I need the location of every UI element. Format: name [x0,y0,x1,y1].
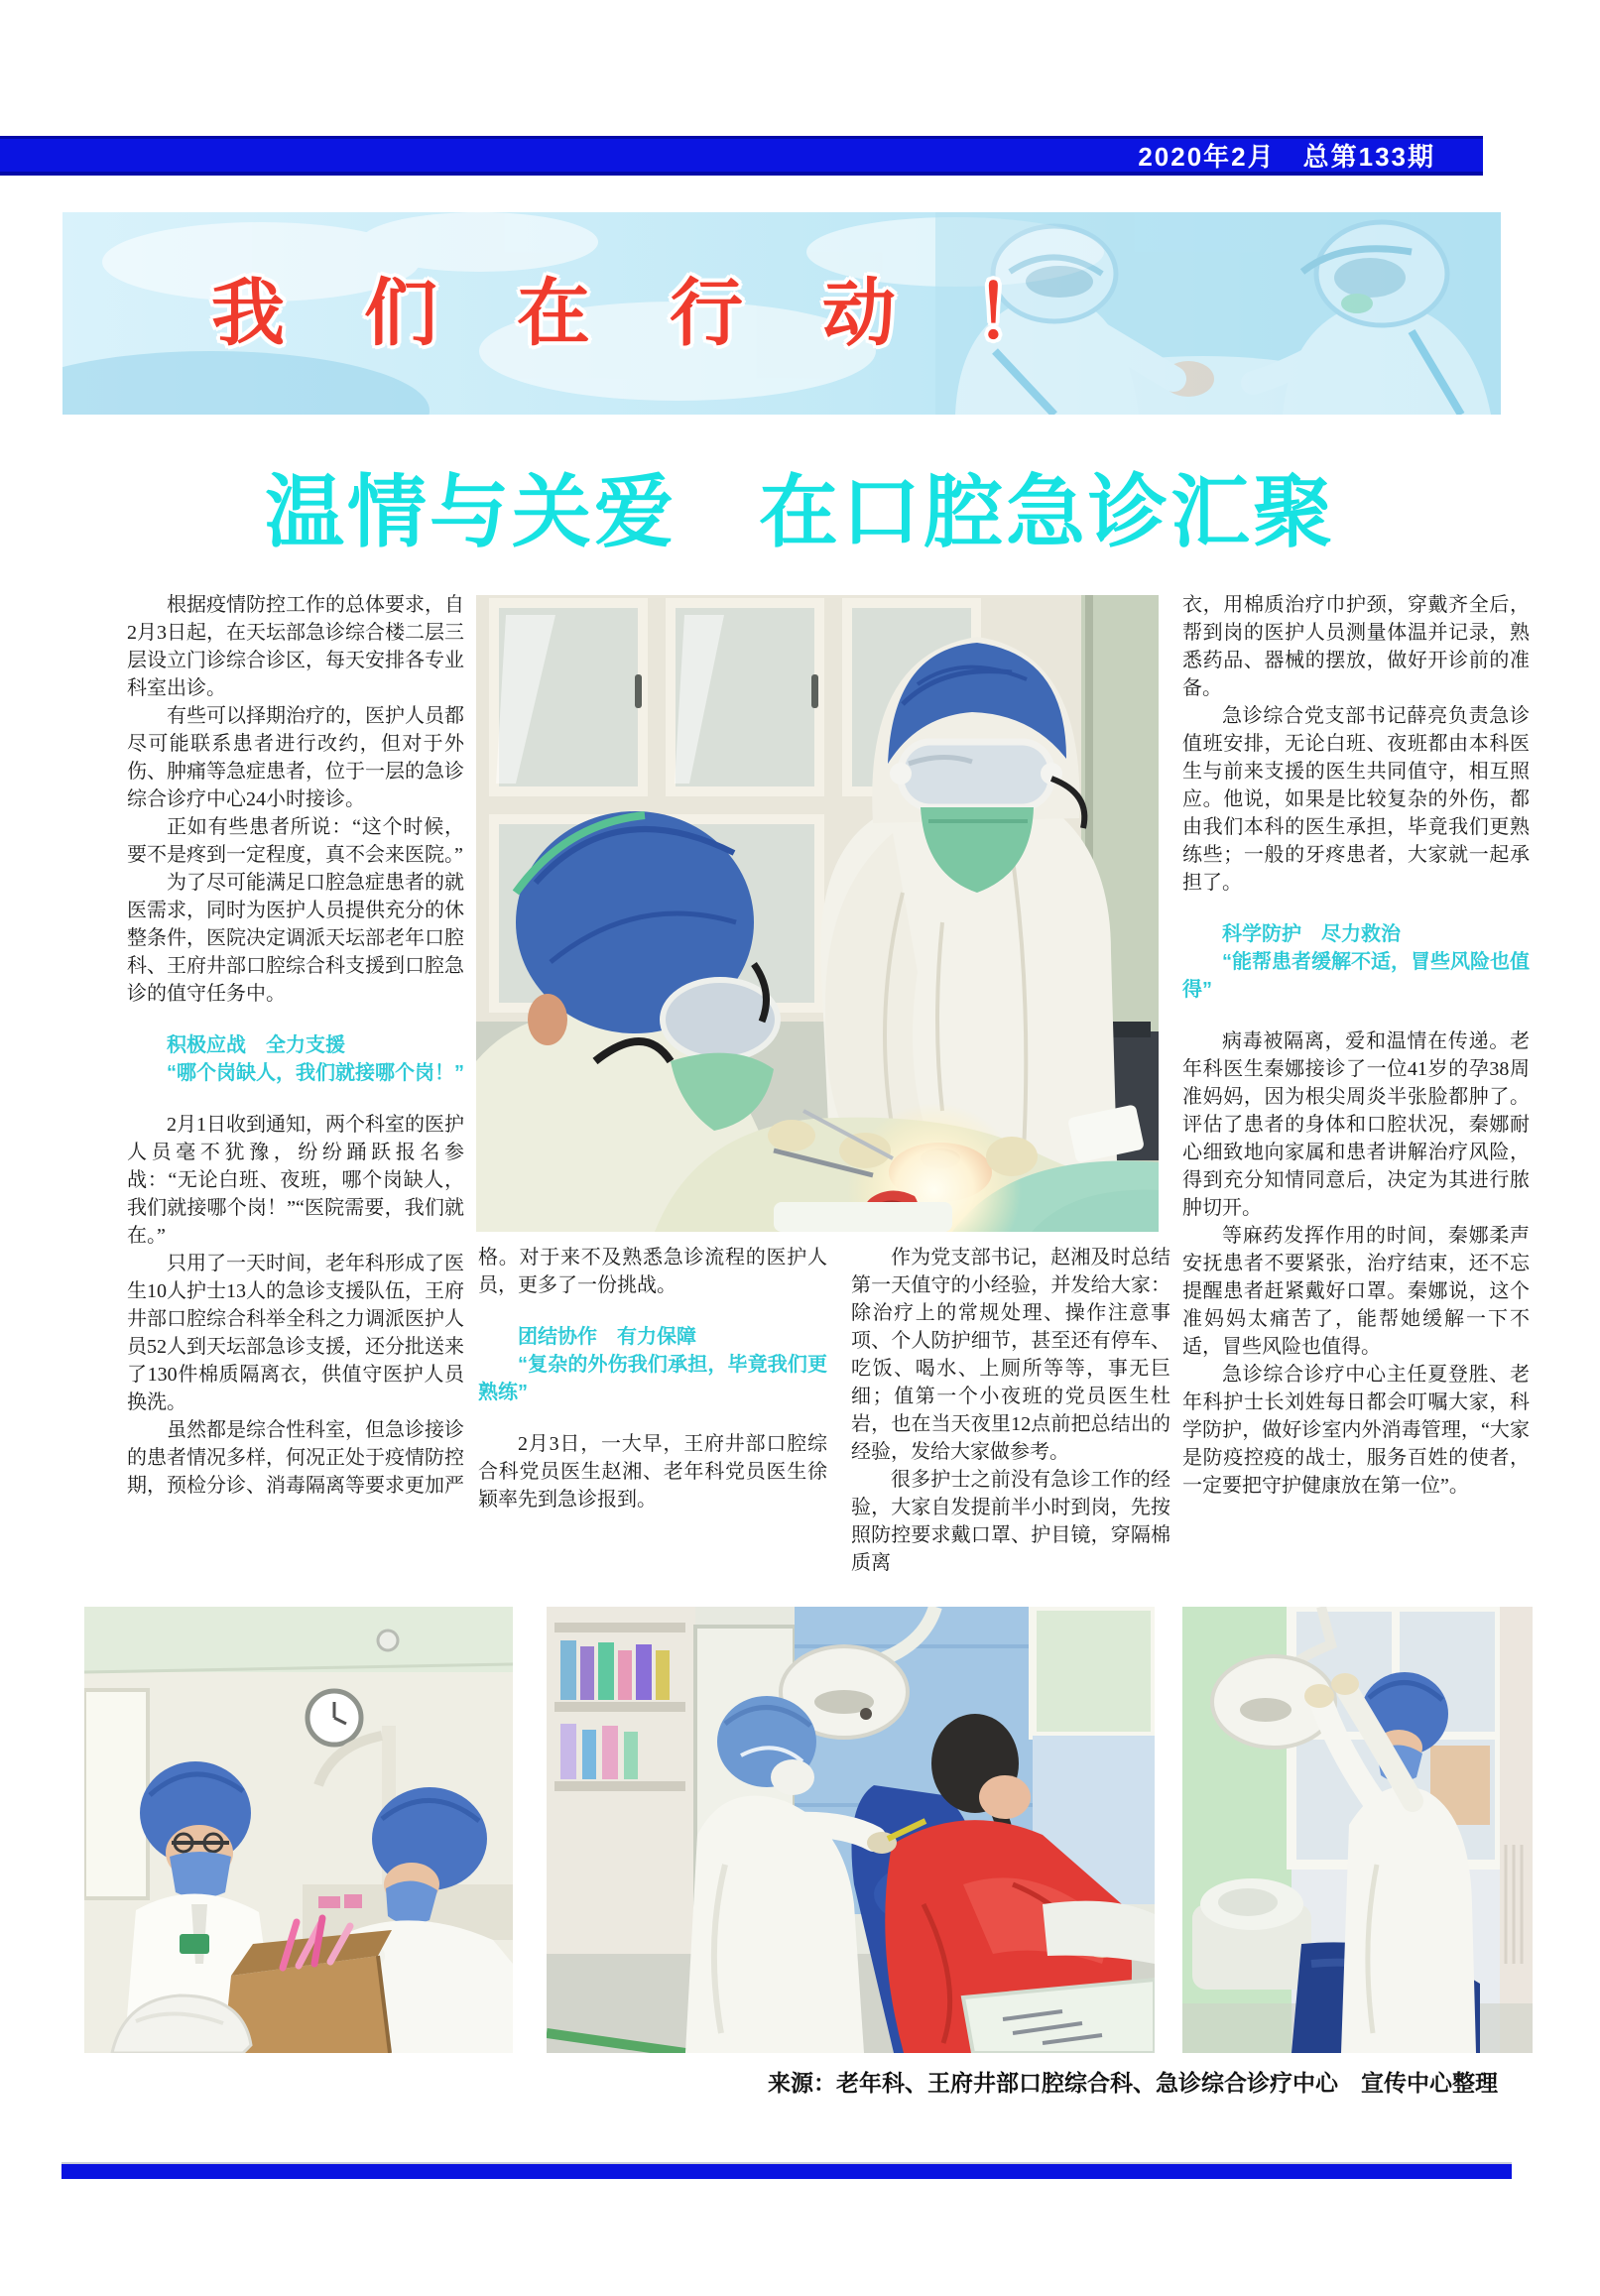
paragraph: 急诊综合诊疗中心主任夏登胜、老年科护士长刘姓每日都会叮嘱大家，科学防护，做好诊室内外消毒管理，“大家是防疫控疫的战士，服务百姓的使者，一定要把守护健康放在第一位”。 [1182,1364,1530,1497]
section-subhead: 团结协作 有力保障 [518,1326,696,1348]
banner-title: 我们在行动！ [211,272,1128,354]
issue-line: 2020年2月 总第133期 [1138,142,1435,172]
photo-1-illustration [84,1607,513,2053]
section-subhead: 科学防护 尽力救治 [1222,923,1401,945]
paragraph: 作为党支部书记，赵湘及时总结第一天值守的小经验，并发给大家：除治疗上的常规处理、操作注意事项、个人防护细节，甚至还有停车、吃饭、喝水、上厕所等等，事无巨细；值第一个小夜班的党员医生杜岩，也在当天夜里12点前把总结出的经验，发给大家做参考。 [851,1247,1170,1463]
paragraph: 2月1日收到通知，两个科室的医护人员毫不犹豫，纷纷踊跃报名参战：“无论白班、夜班，哪个岗缺人，我们就接哪个岗！”“医院需要，我们就在。” [127,1114,464,1247]
article-column-4 [1182,591,1530,1500]
main-photo-illustration [476,595,1159,1232]
paragraph: 急诊综合党支部书记薛亮负责急诊值班安排，无论白班、夜班都由本科医生与前来支援的医生共同值守，相互照应。他说，如果是比较复杂的外伤，都由我们本科的医生承担，毕竟我们更熟练些；一般的牙疼患者，大家就一起承担了。 [1182,705,1530,894]
section-subhead-quote: “复杂的外伤我们承担，毕竟我们更熟练” [478,1354,827,1403]
photo-nurses-unpacking-supplies [84,1607,513,2053]
article-headline: 温情与关爱 在口腔急诊汇聚 [265,470,1335,557]
photo-3-illustration [1182,1607,1533,2053]
section-subhead-quote: “哪个岗缺人，我们就接哪个岗！” [167,1062,464,1084]
spittoon-unit [1192,1878,1311,1990]
paragraph: 很多护士之前没有急诊工作的经验，大家自发提前半小时到岗，先按照防控要求戴口罩、护目镜，穿隔棉质离 [851,1469,1170,1574]
paragraph: 病毒被隔离，爱和温情在传递。老年科医生秦娜接诊了一位41岁的孕38周准妈妈，因为根尖周炎半张脸都肿了。评估了患者的身体和口腔状况，秦娜耐心细致地向家属和患者讲解治疗风险，得到充分知情同意后，决定为其进行脓肿切开。 [1182,1030,1530,1219]
paragraph: 格。对于来不及熟悉急诊流程的医护人员，更多了一份挑战。 [478,1247,827,1296]
paragraph: 等麻药发挥作用的时间，秦娜柔声安抚患者不要紧张，治疗结束，还不忘提醒患者赶紧戴好口罩。秦娜说，这个准妈妈太痛苦了，能帮她缓解一下不适，冒些风险也值得。 [1182,1225,1530,1358]
paragraph: 只用了一天时间，老年科形成了医生10人护士13人的急诊支援队伍，王府井部口腔综合科举全科之力调派医护人员52人到天坛部急诊支援，还分批送来了130件棉质隔离衣，供值守医护人员换洗。 [127,1253,464,1413]
section-subhead-group [1182,920,1530,1004]
photo-dentist-treating-patient [547,1607,1155,2053]
section-subhead-group [127,1031,464,1087]
paragraph: 虽然都是综合性科室，但急诊接诊的患者情况多样，何况正处于疫情防控期，预检分诊、消毒隔离等要求更加严 [127,1419,464,1497]
article-column-1 [127,591,464,1500]
paragraph: 2月3日，一大早，王府井部口腔综合科党员医生赵湘、老年科党员医生徐颖率先到急诊报到。 [478,1433,827,1511]
paragraph: 衣，用棉质治疗巾护颈，穿戴齐全后，帮到岗的医护人员测量体温并记录，熟悉药品、器械的摆放，做好开诊前的准备。 [1182,594,1530,699]
footer-rule [62,2162,1512,2179]
masthead-bar [0,136,1483,176]
paragraph: 正如有些患者所说：“这个时候，要不是疼到一定程度，真不会来医院。” [127,816,464,866]
wall-clock [308,1691,361,1745]
photo-medic-adjusting-lamp [1182,1607,1533,2053]
banner [62,212,1501,415]
photo-2-illustration [547,1607,1155,2053]
paragraph: 有些可以择期治疗的，医护人员都尽可能联系患者进行改约，但对于外伤、肿痛等急症患者，位于一层的急诊综合诊疗中心24小时接诊。 [127,705,464,810]
section-subhead: 积极应战 全力支援 [167,1034,345,1056]
section-subhead-group [478,1323,827,1406]
photo-source-caption: 来源：老年科、王府井部口腔综合科、急诊综合诊疗中心 宣传中心整理 [768,2070,1498,2096]
section-subhead-quote: “能帮患者缓解不适，冒些风险也值得” [1182,951,1530,1001]
article-column-2 [478,1244,827,1513]
paragraph: 为了尽可能满足口腔急症患者的就医需求，同时为医护人员提供充分的休整条件，医院决定调派天坛部老年口腔科、王府井部口腔综合科支援到口腔急诊的值守任务中。 [127,872,464,1005]
paragraph: 根据疫情防控工作的总体要求，自2月3日起，在天坛部急诊综合楼二层三层设立门诊综合诊区，每天安排各专业科室出诊。 [127,594,464,699]
article-column-3 [851,1244,1170,1577]
main-photo-dental-emergency [476,595,1159,1232]
